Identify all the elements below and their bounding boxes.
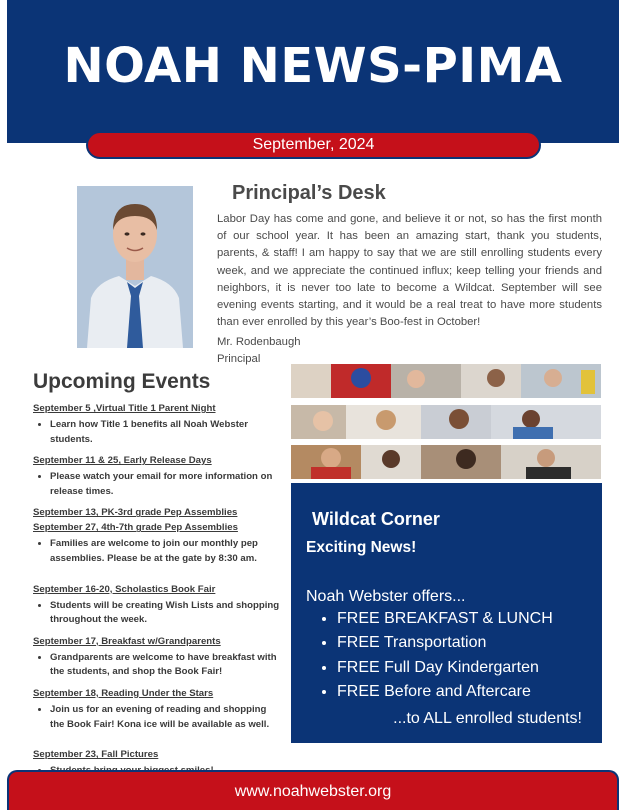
offer-item: • FREE BREAKFAST & LUNCH — [337, 607, 553, 631]
events-list — [33, 402, 283, 779]
event-heading: September 13, PK-3rd grade Pep Assemblies — [33, 507, 238, 519]
wildcat-subtitle: Exciting News! — [306, 539, 417, 556]
principal-message: Labor Day has come and gone, and believe it or not, so has the first month of our school year. It has been an amazing start, thank you students, parents, & staff! I am happy to say that we are still enrolling students every week, and we appreciate the continued influx; keep telling your friends and neighbors, it is never too late to become a Wildcat. September will see evening events starting, and it would be a real treat to have more students than ever enrolled by this year’s Boo-fest in October! — [217, 213, 602, 329]
newsletter-title: NOAH NEWS-PIMA — [63, 38, 563, 94]
event-bullet: • Please watch your email for more information on release times. — [50, 470, 283, 499]
event-heading: September 16-20, Scholastics Book Fair — [33, 583, 216, 595]
event-heading: September 27, 4th-7th grade Pep Assemblies — [33, 522, 238, 534]
student-photo-strip-3 — [291, 445, 601, 479]
principal-desk-title: Principal’s Desk — [232, 182, 386, 204]
offer-item: • FREE Before and Aftercare — [337, 680, 553, 704]
offer-item: • FREE Full Day Kindergarten — [337, 656, 553, 680]
event-item — [33, 454, 283, 499]
principal-role: Principal — [217, 353, 261, 365]
event-item — [33, 506, 283, 566]
wildcat-corner-title: Wildcat Corner — [312, 509, 440, 529]
event-bullet: • Families are welcome to join our monthly pep assemblies. Please be at the gate by 8:30 am. — [50, 537, 283, 566]
event-heading: September 17, Breakfast w/Grandparents — [33, 635, 221, 647]
header-banner — [7, 0, 619, 143]
wildcat-offers-list — [317, 607, 553, 704]
date-banner: September, 2024 — [86, 131, 541, 159]
event-bullet: • Students will be creating Wish Lists and shopping throughout the week. — [50, 599, 283, 628]
student-photo-strip-2 — [291, 405, 601, 439]
principal-photo — [77, 186, 193, 348]
offer-item: • FREE Transportation — [337, 631, 553, 655]
event-heading: September 5 ,Virtual Title 1 Parent Night — [33, 403, 216, 414]
event-bullet: • Learn how Title 1 benefits all Noah Webster students. — [50, 418, 283, 447]
event-item — [33, 687, 283, 732]
event-heading: September 23, Fall Pictures — [33, 749, 159, 761]
event-item — [33, 635, 283, 680]
wildcat-closing: ...to ALL enrolled students! — [393, 710, 582, 727]
event-bullet: • Grandparents are welcome to have breakfast with the students, and shop the Book Fair! — [50, 651, 283, 680]
student-photo-strip-1 — [291, 364, 601, 398]
wildcat-corner-panel — [291, 483, 602, 743]
events-title: Upcoming Events — [33, 370, 211, 393]
event-bullet: • Join us for an evening of reading and shopping the Book Fair! Kona ice will be available as well. — [50, 703, 283, 732]
principal-signature — [217, 334, 301, 368]
event-heading: September 11 & 25, Early Release Days — [33, 455, 212, 467]
footer-website-link[interactable]: www.noahwebster.org — [7, 770, 619, 810]
principal-name: Mr. Rodenbaugh — [217, 336, 301, 348]
wildcat-offers-intro: Noah Webster offers... — [306, 588, 466, 605]
event-heading: September 18, Reading Under the Stars — [33, 687, 214, 699]
event-item — [33, 402, 283, 447]
event-item — [33, 583, 283, 628]
